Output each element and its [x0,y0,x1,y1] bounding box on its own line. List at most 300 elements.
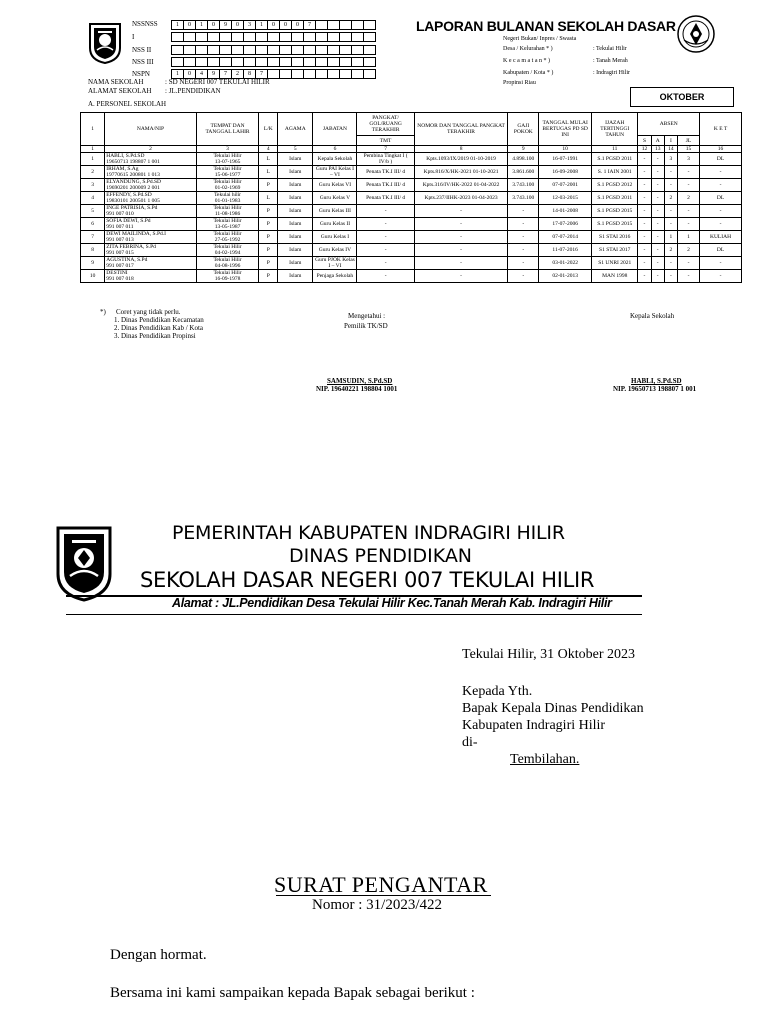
table-cell [508,270,539,283]
header-absen-s: S [638,136,651,146]
to-at: di- [462,735,478,750]
table-cell [105,153,196,166]
section-a-title: A. PERSONEL SEKOLAH [88,100,167,108]
cell-s: - [643,169,646,175]
nssnss-digit-box: 1 [171,20,184,30]
table-cell [700,205,742,218]
table-cell [414,179,508,192]
cell-birth_date: 27-05-1992 [214,237,241,243]
letter-number: Nomor : 31/2023/422 [312,897,442,913]
table-cell [313,270,357,283]
table-cell [664,192,677,205]
cell-nip: 991 007 017 [106,263,134,269]
cell-decree: - [460,208,462,214]
cell-birth_date: 04-02-1994 [214,250,241,256]
address-line: Alamat : JL.Pendidikan Desa Tekulai Hilir Kec.Tanah Merah Kab. Indragiri Hilir [172,596,612,610]
table-cell [664,205,677,218]
cell-position: Guru PAI Kelas I – VI [315,166,354,178]
cell-decree: Kpts.237/IIHK-2023 01-04-2023 [424,195,498,201]
cell-birth_date: 11-08-1986 [214,211,241,217]
header-absen-i: I [664,136,677,146]
table-row [81,153,742,166]
cell-position: Guru Kelas III [318,208,351,214]
cell-birth_place: Tekulai Hilir [213,231,242,237]
table-cell [700,166,742,179]
greeting: Dengan hormat. [110,947,207,963]
header-absen: ABSEN [638,113,700,136]
column-number: 6 [313,146,357,153]
header-absen-a: A [651,136,664,146]
footnote-star: *) [100,308,106,316]
table-cell [81,257,105,270]
table-row [81,179,742,192]
owner-name: SAMSUDIN, S.Pd.SD [327,377,393,385]
table-cell [678,270,700,283]
table-cell [508,257,539,270]
cell-s: - [643,247,646,253]
cell-jl: - [687,221,690,227]
to-label: Kepada Yth. [462,684,533,699]
cell-edu: S1 STAI 2016 [599,234,631,240]
cell-birth_place: Tekulai Hilir [213,205,242,211]
distribution-2: 2. Dinas Pendidikan Kab / Kota [114,324,204,332]
cell-i: - [669,221,672,227]
table-cell [414,244,508,257]
table-cell [508,166,539,179]
cell-nip: 19770615 200801 1 013 [106,172,160,178]
table-cell [539,205,592,218]
nspn-digit-box: 7 [255,69,268,79]
cell-start: 12-03-2015 [552,195,578,201]
table-cell [259,270,278,283]
cell-i: - [669,260,672,266]
cell-birth_place: Tekulai Hilir [213,257,242,263]
table-cell [105,205,196,218]
gov-line: PEMERINTAH KABUPATEN INDRAGIRI HILIR [172,522,565,544]
table-cell [278,257,313,270]
table-cell [105,166,196,179]
table-cell [539,231,592,244]
to-line1: Bapak Kepala Dinas Pendidikan [462,701,644,716]
table-row [81,231,742,244]
footnote: Coret yang tidak perlu. [116,308,181,316]
cell-name: ELYANDUNG, S.Pd.SD [106,179,161,185]
cell-note: - [719,208,722,214]
nss2-boxes [172,45,376,55]
nspn-digit-box [363,69,376,79]
cell-name: IRHAM, S.Ag [106,166,139,172]
school-address-value: : JL.PENDIDIKAN [165,87,221,95]
cell-name: DEWI MAILINDA, S.Pd.I [106,231,166,237]
table-cell [313,244,357,257]
cell-birth_date: 15-06-1977 [214,172,241,178]
cell-a: - [656,182,659,188]
cell-religion: Islam [289,221,302,227]
table-cell [196,205,259,218]
table-cell [278,205,313,218]
header-name: NAMA/NIP [105,113,196,146]
table-cell [638,205,651,218]
table-cell [278,270,313,283]
table-cell [508,244,539,257]
table-cell [592,192,638,205]
cell-birth_place: Tekulai Hilir [213,166,242,172]
table-cell [105,179,196,192]
cell-edu: S.1 PGSD 2015 [597,208,633,214]
table-cell [678,192,700,205]
table-cell [508,231,539,244]
cell-edu: MAN 1998 [602,273,628,279]
table-cell [700,257,742,270]
cell-religion: Islam [289,169,302,175]
table-cell [664,153,677,166]
cell-birth_place: Tekulai Hilir [213,270,242,276]
cell-rank: Penata TK.I III/ d [366,169,406,175]
table-cell [651,192,664,205]
table-cell [700,153,742,166]
cell-birth_date: 16-09-1978 [214,276,241,282]
nss3-boxes [172,57,376,67]
table-cell [259,166,278,179]
cell-s: - [643,273,646,279]
table-cell [278,192,313,205]
i-boxes [172,32,376,42]
nssnss-digit-box: 0 [183,20,196,30]
cell-i: 2 [669,195,673,201]
cell-position: Guru Kelas VI [318,182,352,188]
column-number: 8 [414,146,508,153]
cell-religion: Islam [289,247,302,253]
cell-start: 16-09-2008 [552,169,578,175]
table-cell [651,179,664,192]
nssnss-digit-box: 0 [267,20,280,30]
table-cell [313,179,357,192]
table-cell [651,257,664,270]
cell-decree: - [460,247,462,253]
table-cell [678,244,700,257]
table-cell [259,192,278,205]
table-cell [196,153,259,166]
letterhead-crest-icon [56,526,112,602]
table-cell [700,218,742,231]
header-birth: TEMPAT DAN TANGGAL LAHIR [196,113,259,146]
table-cell [638,179,651,192]
table-cell [638,270,651,283]
table-cell [414,270,508,283]
cell-rank: - [384,221,387,227]
table-cell [259,257,278,270]
cell-note: KULIAH [709,234,732,240]
column-number: 9 [508,146,539,153]
table-cell [638,257,651,270]
cell-decree: - [460,260,462,266]
cell-no: 4 [91,195,94,201]
table-cell [278,218,313,231]
cell-no: 8 [91,247,94,253]
table-cell [664,179,677,192]
cell-decree: Kpts.316/IV/HK-2022 01-04-2022 [422,182,500,188]
letterhead-rule-thin [66,614,642,615]
cell-s: - [643,260,646,266]
table-cell [105,244,196,257]
nssnss-digit-box: 7 [303,20,316,30]
table-cell [592,166,638,179]
column-number: 3 [196,146,259,153]
table-cell [313,257,357,270]
cell-start: 03-01-2022 [552,260,578,266]
school-name-label: NAMA SEKOLAH [88,78,144,86]
cell-salary: - [522,260,525,266]
status-line: Negeri Bukan/ Inpres / Swasta [503,36,577,42]
table-cell [196,257,259,270]
nssnss-digit-box: 0 [207,20,220,30]
table-cell [357,179,414,192]
cell-name: ZITA FEBRINA, S.Pd [106,244,156,250]
nspn-digit-box: 9 [207,69,220,79]
table-cell [196,218,259,231]
table-cell [651,244,664,257]
nssnss-digit-box: 0 [279,20,292,30]
report-title: LAPORAN BULANAN SEKOLAH DASAR [416,18,676,34]
cell-jl: - [687,273,690,279]
nss3-label: NSS III [132,58,154,66]
column-number: 2 [105,146,196,153]
nssnss-digit-box: 1 [255,20,268,30]
nssnss-digit-box: 3 [243,20,256,30]
cell-i: 3 [669,156,673,162]
table-cell [357,257,414,270]
table-cell [651,231,664,244]
cell-a: - [656,156,659,162]
cell-start: 07-07-2014 [552,234,578,240]
table-cell [508,153,539,166]
cell-gender: P [266,273,270,279]
table-cell [105,192,196,205]
table-cell [81,153,105,166]
distribution-3: 3. Dinas Pendidikan Propinsi [114,332,196,340]
table-cell [539,179,592,192]
table-cell [313,166,357,179]
table-cell [539,192,592,205]
tut-wuri-handayani-emblem-icon [676,14,716,54]
table-cell [259,153,278,166]
cell-no: 7 [91,234,94,240]
table-cell [539,166,592,179]
cell-salary: 3.743.100 [512,182,535,188]
table-cell [508,205,539,218]
table-row [81,257,742,270]
column-number: 14 [664,146,677,153]
cell-birth_place: Tekulai Hilir [213,179,242,185]
cell-position: Kepala Sekolah [317,156,353,162]
cell-a: - [656,208,659,214]
cell-salary: - [522,208,525,214]
cell-birth_date: 13-05-1987 [214,224,241,230]
nssnss-digit-box: 1 [195,20,208,30]
table-cell [259,231,278,244]
table-cell [592,179,638,192]
table-cell [196,270,259,283]
principal-nip: NIP. 19650713 198807 1 001 [613,385,697,393]
cell-rank: Pembina Tingkat I ( IV/b ) [363,153,408,165]
cell-salary: - [522,234,525,240]
table-cell [313,192,357,205]
cell-religion: Islam [289,182,302,188]
table-cell [81,192,105,205]
cell-jl: 3 [687,156,690,162]
table-cell [196,231,259,244]
cell-note: - [719,273,722,279]
cell-a: - [656,195,659,201]
cell-gender: P [266,182,270,188]
table-row [81,270,742,283]
nspn-label: NSPN [132,70,150,78]
table-cell [592,244,638,257]
nssnss-label: NSSNSS [132,20,158,28]
cell-nip: 991 007 015 [106,250,134,256]
table-cell [313,205,357,218]
cell-a: - [656,273,659,279]
table-cell [414,166,508,179]
nspn-digit-box: 7 [219,69,232,79]
column-number: 4 [259,146,278,153]
cell-name: DESTINI [106,270,128,276]
cell-jl: 1 [687,234,690,240]
table-cell [664,166,677,179]
table-cell [357,166,414,179]
cell-nip: 991 007 010 [106,211,134,217]
cell-a: - [656,247,659,253]
cell-name: SOFIA DEWI, S.Pd [106,218,151,224]
table-cell [81,166,105,179]
nssnss-digit-box: 0 [291,20,304,30]
table-row [81,244,742,257]
cell-religion: Islam [289,208,302,214]
cell-start: 16-07-1991 [552,156,578,162]
kecamatan-value: : Tanah Merah [593,58,628,64]
cell-name: INGE PATRISIA, S.Pd [106,205,158,211]
provinsi: Propinsi Riau [503,80,536,86]
nssnss-digit-box: 0 [231,20,244,30]
cell-no: 3 [91,182,94,188]
cell-birth_date: 01-02-1969 [214,185,241,191]
cell-gender: P [266,208,270,214]
desa-label: Desa / Kelurahan * ) [503,46,553,52]
cell-edu: S. 1 IAIN 2001 [597,169,632,175]
cell-i: 2 [669,247,673,253]
cell-jl: - [687,208,690,214]
column-number: 11 [592,146,638,153]
cell-a: - [656,260,659,266]
acknowledge-label: Mengetahui : [348,312,386,320]
desa-value: : Tekulai Hilir [593,46,627,52]
table-cell [678,257,700,270]
table-row [81,166,742,179]
dept-line: DINAS PENDIDIKAN [289,545,473,567]
header-gender: L/K [259,113,278,146]
table-cell [700,244,742,257]
cell-position: Penjaga Sekolah [316,273,354,279]
cell-birth_place: Tekulai Hilir [213,153,242,159]
table-cell [678,205,700,218]
nspn-digit-box: 4 [195,69,208,79]
table-cell [259,218,278,231]
table-cell [81,244,105,257]
cell-a: - [656,221,659,227]
table-cell [592,218,638,231]
cell-i: - [669,182,672,188]
table-cell [196,179,259,192]
table-cell [414,192,508,205]
table-cell [678,231,700,244]
table-cell [357,244,414,257]
cell-start: 07-07-2001 [552,182,578,188]
cell-rank: - [384,234,387,240]
table-cell [678,153,700,166]
table-cell [313,153,357,166]
cell-no: 2 [91,169,94,175]
cell-name: AGUSTINA, S.Pd [106,257,148,263]
header-religion: AGAMA [278,113,313,146]
cell-salary: 3.861.600 [512,169,535,175]
table-cell [678,218,700,231]
cell-s: - [643,156,646,162]
nssnss-digit-box: 9 [219,20,232,30]
table-cell [638,231,651,244]
header-position: JABATAN [313,113,357,146]
table-cell [357,218,414,231]
cell-rank: - [384,273,387,279]
table-cell [414,218,508,231]
cell-no: 6 [91,221,94,227]
table-cell [81,218,105,231]
table-cell [664,244,677,257]
table-cell [81,205,105,218]
cell-position: Guru Kelas II [319,221,351,227]
cell-rank: - [384,208,387,214]
nspn-digit-box: 0 [183,69,196,79]
place-date: Tekulai Hilir, 31 Oktober 2023 [462,647,636,662]
cell-nip: 19830101 200501 1 005 [106,198,160,204]
cell-decree: - [460,273,462,279]
cell-gender: P [266,221,270,227]
cell-note: - [719,182,722,188]
table-cell [196,166,259,179]
personnel-table [80,112,742,283]
cell-rank: - [384,260,387,266]
cell-gender: P [266,247,270,253]
subject-underline [276,895,491,896]
cell-note: - [719,221,722,227]
column-number: 10 [539,146,592,153]
table-cell [81,270,105,283]
table-cell [357,231,414,244]
table-cell [357,270,414,283]
cell-s: - [643,234,646,240]
acknowledge-title: Pemilik TK/SD [344,322,388,330]
cell-rank: Penata TK.I III/ d [366,195,406,201]
table-cell [651,218,664,231]
table-cell [259,179,278,192]
cell-i: - [669,169,672,175]
cell-rank: Penata TK.I III/ d [366,182,406,188]
to-line2: Kabupaten Indragiri Hilir [462,718,606,733]
table-cell [664,231,677,244]
nssnss-digit-box [363,20,376,30]
school-name-value: : SD NEGERI 007 TEKULAI HILIR [165,78,270,86]
cell-gender: P [266,260,270,266]
owner-nip: NIP. 19640221 198804 1001 [316,385,398,393]
